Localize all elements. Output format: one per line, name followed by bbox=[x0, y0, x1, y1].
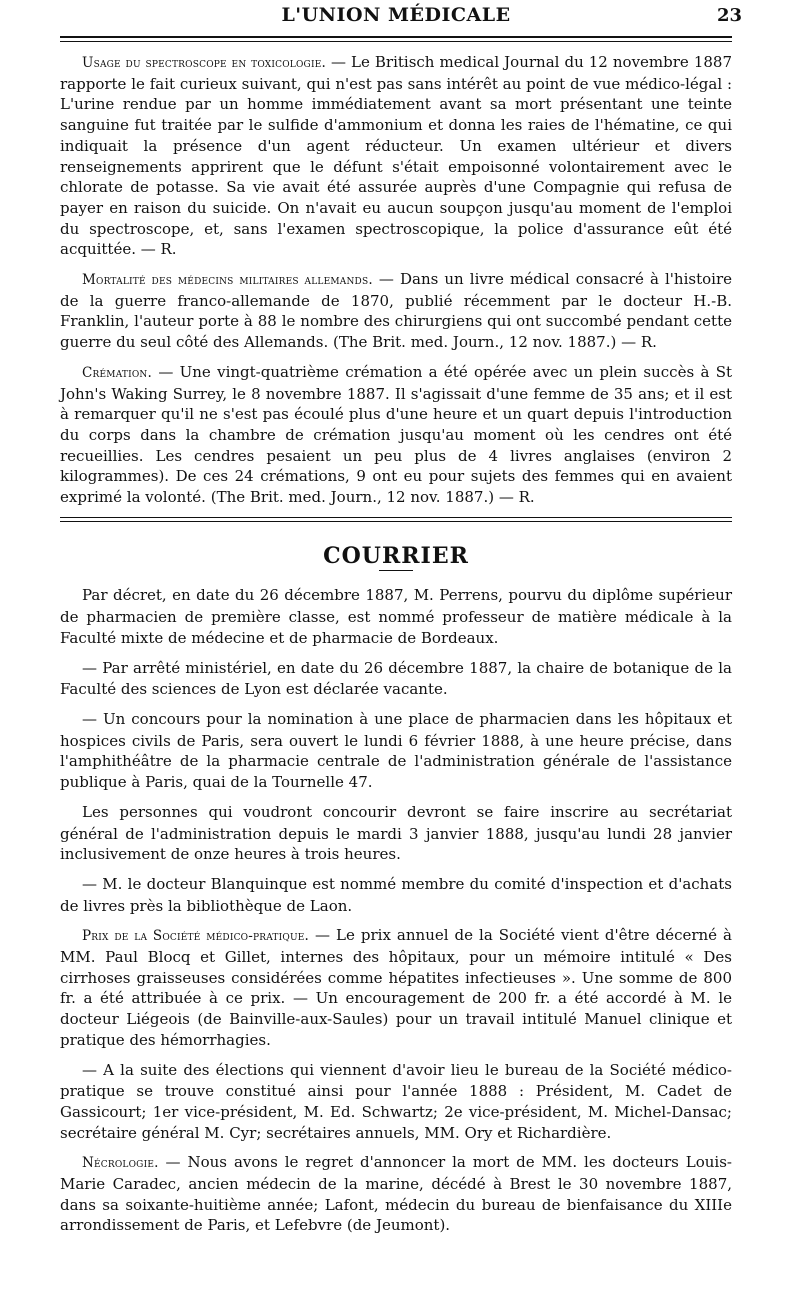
courrier-text: — Un concours pour la nomination à une place de pharmacien dans les hôpitaux et hospices civils de Paris, sera ouvert le lundi 6 février 1888, à une heure précise, dans l'amphithéâtre de la pharmacie centrale de l'administration générale de l'assistance publique à Paris, quai de la Tournelle 47. bbox=[60, 709, 732, 792]
running-title: L'UNION MÉDICALE bbox=[281, 4, 511, 26]
section-title: COURRIER bbox=[323, 542, 469, 569]
title-underline bbox=[379, 570, 413, 571]
courrier-heading: Nécrologie. bbox=[82, 1155, 159, 1172]
courrier-paragraph bbox=[60, 585, 732, 648]
courrier-text: — Le prix annuel de la Société vient d'être décerné à MM. Paul Blocq et Gillet, internes des hôpitaux, pour un mémoire intitulé « Des cirrhoses graisseuses considérées comme hépatites infectieuses ». Une somme de 800 fr. a été attribuée à ce prix. — Un encouragement de 200 fr. a été accordé à M. le docteur Liégeois (de Bainville-aux-Saules) pour un travail intitulé Manuel clinique et pratique des hémorrhagies. bbox=[60, 926, 732, 1049]
courrier-paragraph bbox=[60, 802, 732, 865]
note-text: — Dans un livre médical consacré à l'histoire de la guerre franco-allemande de 1870, publié récemment par le docteur H.-B. Franklin, l'auteur porte à 88 le nombre des chirurgiens qui ont succombé pendant cette guerre du seul côté des Allemands. (The Brit. med. Journ., 12 nov. 1887.) — R. bbox=[60, 270, 732, 352]
courrier-paragraph bbox=[60, 709, 732, 793]
note-heading: Usage du spectroscope en toxicologie. bbox=[82, 55, 326, 71]
page-header bbox=[60, 0, 742, 36]
article-body bbox=[60, 52, 732, 1236]
section-divider bbox=[60, 517, 732, 522]
note-paragraph bbox=[60, 362, 732, 508]
note-text: — Une vingt-quatrième crémation a été opérée avec un plein succès à St John's Waking Surrey, le 8 novembre 1887. Il s'agissait d'une femme de 35 ans; et il est à remarquer qu'il ne s'est pas écoulé plus d'une heure et un quart depuis l'introduction du corps dans la chambre de crémation jusqu'au moment où les cendres ont été recueillies. Les cendres pesaient un peu plus de 4 livres anglaises (environ 2 kilogrammes). De ces 24 crémations, 9 ont eu pour sujets des femmes qui en avaient exprimé la volonté. (The Brit. med. Journ., 12 nov. 1887.) — R. bbox=[60, 362, 732, 507]
courrier-paragraph bbox=[60, 925, 732, 1050]
courrier-paragraph bbox=[60, 1060, 732, 1144]
note-text: — Le Britisch medical Journal du 12 novembre 1887 rapporte le fait curieux suivant, qui n'est pas sans intérêt au point de vue médico-légal : L'urine rendue par un homme immédiatement avant sa mort présentant une teinte sanguine fut traitée par le sulfide d'ammonium et donna les raies de l'hématine, ce qui indiquait la présence d'un agent réducteur. Un examen ultérieur et divers renseignements apprirent que le défunt s'était empoisonné volontairement avec le chlorate de potasse. Sa vie avait été assurée auprès d'une Compagnie qui refusa de payer en raison du suicide. On n'avait eu aucun soupçon jusqu'au moment de l'emploi du spectroscope, et, sans l'examen spectroscopique, la police d'assurance eût été acquittée. — R. bbox=[60, 53, 732, 259]
courrier-text: — A la suite des élections qui viennent d'avoir lieu le bureau de la Société médico-pratique se trouve constitué ainsi pour l'année 1888 : Président, M. Cadet de Gassicourt; 1er vice-président, M. Ed. Schwartz; 2e vice-président, M. Michel-Dansac; secrétaire général M. Cyr; secrétaires annuels, MM. Ory et Richardière. bbox=[60, 1060, 732, 1142]
courrier-text: — Par arrêté ministériel, en date du 26 décembre 1887, la chaire de botanique de la Faculté des sciences de Lyon est déclarée vacante. bbox=[60, 658, 732, 699]
note-paragraph bbox=[60, 269, 732, 353]
note-paragraph bbox=[60, 52, 732, 260]
note-heading: Mortalité des médecins militaires allemands. bbox=[82, 272, 373, 289]
courrier-text: Par décret, en date du 26 décembre 1887, M. Perrens, pourvu du diplôme supérieur de pharmacien de première classe, est nommé professeur de matière médicale à la Faculté mixte de médecine et de pharmacie de Bordeaux. bbox=[60, 586, 732, 647]
courrier-text: Les personnes qui voudront concourir devront se faire inscrire au secrétariat général de l'administration depuis le mardi 3 janvier 1888, jusqu'au lundi 28 janvier inclusivement de onze heures à trois heures. bbox=[60, 802, 732, 864]
header-rule-thin bbox=[60, 41, 732, 42]
note-heading: Crémation. bbox=[82, 364, 153, 381]
page-number: 23 bbox=[716, 5, 742, 26]
courrier-heading: Prix de la Société médico-pratique. bbox=[82, 928, 310, 945]
courrier-paragraph bbox=[60, 874, 732, 916]
courrier-paragraph bbox=[60, 1152, 732, 1236]
courrier-text: — M. le docteur Blanquinque est nommé membre du comité d'inspection et d'achats de livres près la bibliothèque de Laon. bbox=[60, 874, 732, 915]
header-rule bbox=[60, 36, 732, 38]
courrier-text: — Nous avons le regret d'annoncer la mort de MM. les docteurs Louis-Marie Caradec, ancien médecin de la marine, décédé à Brest le 30 novembre 1887, dans sa soixante-huitième année; Lafont, médecin du bureau de bienfaisance du XIIIe arrondissement de Paris, et Lefebvre (de Jeumont). bbox=[60, 1153, 732, 1235]
courrier-paragraph bbox=[60, 658, 732, 700]
